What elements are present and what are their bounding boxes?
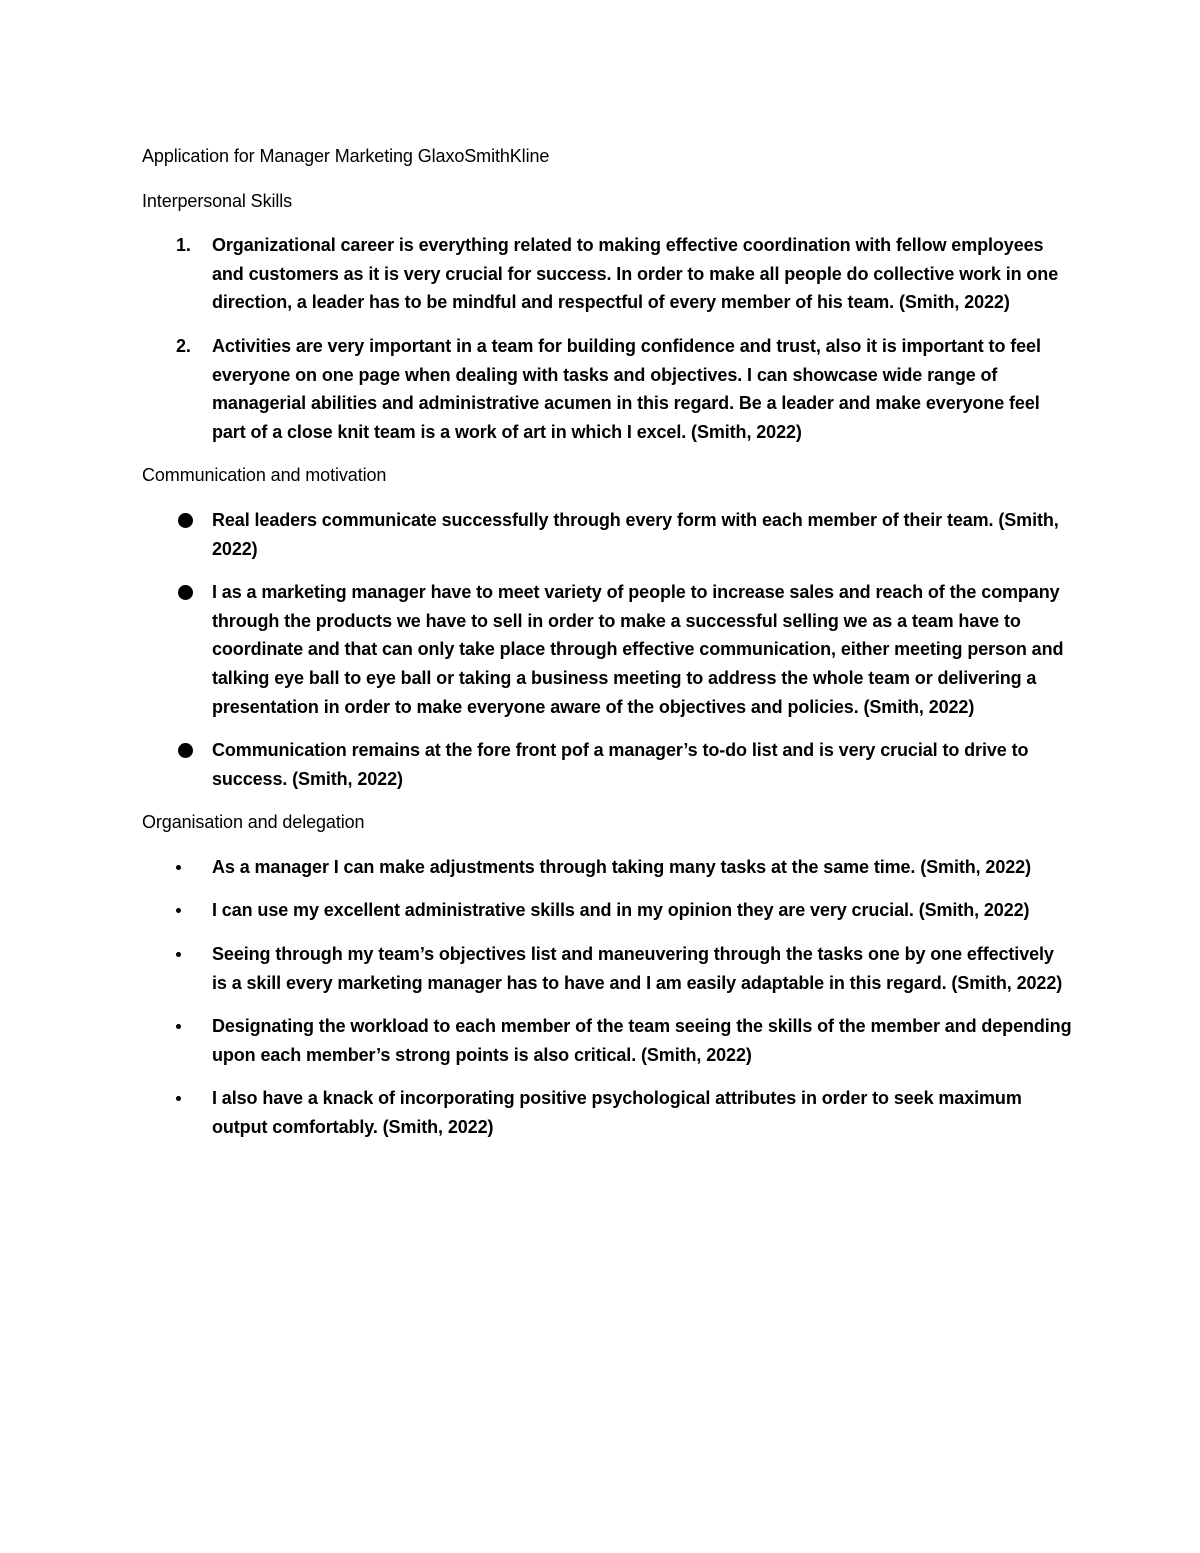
list-item (142, 736, 1072, 793)
bullet-icon (142, 506, 202, 534)
list-item-text: Real leaders communicate successfully through every form with each member of their team. (Smith, 2022) (212, 509, 1059, 559)
bullet-icon (142, 896, 202, 924)
section-heading-organisation-delegation: Organisation and delegation (142, 812, 365, 833)
list-item-text: Organizational career is everything related to making effective coordination with fellow employees and customers as it is very crucial for success. In order to make all people do collective work in one direction, a leader has to be mindful and respectful of every member of his team. (Smith, 2022) (212, 235, 1059, 313)
list-item-text: I as a marketing manager have to meet variety of people to increase sales and reach of the company through the products we have to sell in order to make a successful selling we as a team have to coordinate and that can only take place through effective communication, either meeting person and talking eye ball to eye ball or taking a business meeting to address the whole team or delivering a presentation in order to make everyone aware of the objectives and policies. (Smith, 2022) (212, 582, 1064, 717)
communication-motivation-list (142, 506, 1072, 793)
bullet-icon (142, 578, 202, 606)
list-item (142, 1084, 1072, 1141)
list-item-text: Seeing through my team’s objectives list and maneuvering through the tasks one by one effectively is a skill every marketing manager has to have and I am easily adaptable in this regard. (Smith, 2022) (212, 944, 1063, 993)
list-item-text: I can use my excellent administrative skills and in my opinion they are very crucial. (Smith, 2022) (212, 900, 1030, 921)
document-content (142, 142, 1072, 1157)
list-item (142, 896, 1072, 925)
bullet-icon (142, 1012, 202, 1040)
organisation-delegation-section (142, 808, 1072, 1141)
list-item-text: Communication remains at the fore front pof a manager’s to-do list and is very crucial to drive to success. (Smith, 2022) (212, 740, 1029, 789)
section-heading-communication-motivation: Communication and motivation (142, 465, 387, 486)
document-title: Application for Manager Marketing GlaxoSmithKline (142, 146, 550, 166)
list-item-text: Designating the workload to each member of the team seeing the skills of the member and depending upon each member’s strong points is also critical. (Smith, 2022) (212, 1016, 1072, 1065)
interpersonal-skills-section (142, 187, 1072, 447)
list-item (142, 578, 1072, 721)
list-item (142, 1012, 1072, 1069)
list-item-text: I also have a knack of incorporating positive psychological attributes in order to seek maximum output comfortably. (Smith, 2022) (212, 1088, 1022, 1138)
list-item-text: Activities are very important in a team for building confidence and trust, also it is important to feel everyone on one page when dealing with tasks and objectives. I can showcase wide range of managerial abilities and administrative acumen in this regard. Be a leader and make everyone feel part of a close knit team is a work of art in which I excel. (Smith, 2022) (212, 335, 1041, 442)
section-heading-interpersonal-skills: Interpersonal Skills (142, 190, 293, 211)
bullet-icon (142, 736, 202, 764)
communication-motivation-section (142, 461, 1072, 793)
list-item (142, 506, 1072, 563)
list-number: 1. (176, 235, 191, 256)
list-item-text: As a manager I can make adjustments through taking many tasks at the same time. (Smith, 2022) (212, 856, 1031, 877)
list-item (142, 940, 1072, 997)
organisation-delegation-list (142, 853, 1072, 1142)
bullet-icon (142, 853, 202, 881)
list-number: 2. (176, 335, 191, 356)
bullet-icon (142, 940, 202, 968)
bullet-icon (142, 1084, 202, 1112)
interpersonal-skills-list (142, 231, 1072, 446)
list-item (142, 332, 1072, 446)
list-item (142, 853, 1072, 882)
list-item (142, 231, 1072, 317)
